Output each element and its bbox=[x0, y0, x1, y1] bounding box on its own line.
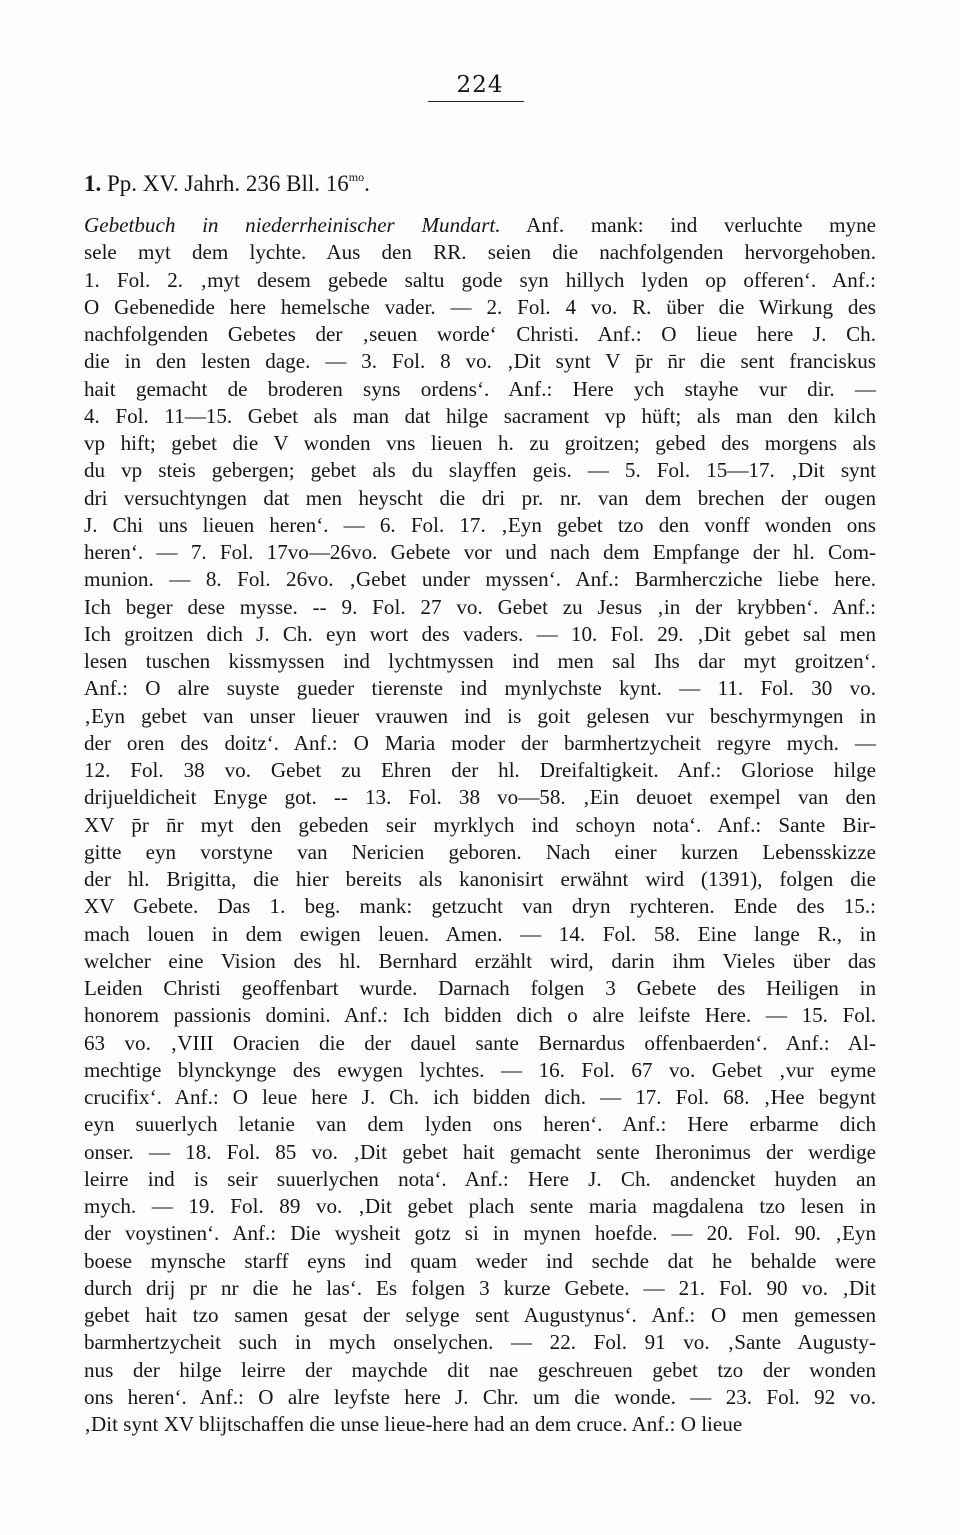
body-line: hait gemacht de broderen syns ordens‘. Anf.: Here ych stayhe vur dir. — bbox=[84, 376, 876, 401]
body-line: O Gebenedide here hemelsche vader. — 2. Fol. 4 vo. R. über die Wirkung des bbox=[84, 294, 876, 319]
body-line: der hl. Brigitta, die hier bereits als kanonisirt erwähnt wird (1391), folgen die bbox=[84, 867, 876, 891]
page-number-rule bbox=[428, 101, 524, 102]
body-line: leirre ind is seir suuerlychen nota‘. Anf.: Here J. Ch. andencket huyden an bbox=[84, 1166, 876, 1191]
body-line: durch drij pr nr die he las‘. Es folgen 3 kurze Gebete. — 21. Fol. 90 vo. ‚Dit bbox=[84, 1275, 876, 1300]
body-line: ons heren‘. Anf.: O alre leyfste here J. Chr. um die wonde. — 23. Fol. 92 vo. bbox=[84, 1384, 876, 1409]
page-number: 224 bbox=[456, 72, 504, 98]
body-line bbox=[84, 212, 876, 239]
body-line: 4. Fol. 11—15. Gebet als man dat hilge sacrament vp hüft; als man den kilch bbox=[84, 403, 876, 428]
body-line: J. Chi uns lieuen heren‘. — 6. Fol. 17. ‚Eyn gebet tzo den vonff wonden ons bbox=[84, 512, 876, 537]
body-line: drijueldicheit Enyge got. -- 13. Fol. 38 vo—58. ‚Ein deuoet exempel van den bbox=[84, 785, 876, 810]
body-line: nachfolgenden Gebetes der ‚seuen worde‘ Christi. Anf.: O lieue here J. Ch. bbox=[84, 322, 876, 346]
first-line-rest: Anf. mank: ind verluchte myne bbox=[500, 213, 877, 237]
body-line: Leiden Christi geoffenbart wurde. Darnach folgen 3 Gebete des Heiligen in bbox=[84, 976, 876, 1000]
body-line: barmhertzycheit such in mych onselychen. — 22. Fol. 91 vo. ‚Sante Augusty- bbox=[84, 1330, 876, 1355]
body-line: XV Gebete. Das 1. beg. mank: getzucht van dryn rychteren. Ende des 15.: bbox=[84, 894, 876, 919]
body-line: du vp steis gebergen; gebet als du slayffen geis. — 5. Fol. 15—17. ‚Dit synt bbox=[84, 458, 876, 483]
entry-heading bbox=[84, 170, 370, 197]
entry-number: 1. bbox=[84, 171, 102, 196]
body-line: vp hift; gebet die V wonden vns lieuen h. zu groitzen; gebed des morgens als bbox=[84, 431, 876, 455]
manuscript-title: Gebetbuch in niederrheinischer Mundart. bbox=[84, 213, 501, 237]
body-line: XV p̄r n̄r myt den gebeden seir myrklych ind schoyn nota‘. Anf.: Sante Bir- bbox=[84, 812, 876, 837]
body-line: dri versuchtyngen dat men heyscht die dri pr. nr. van dem brechen der ougen bbox=[84, 485, 876, 510]
body-line: mych. — 19. Fol. 89 vo. ‚Dit gebet plach sente maria magdalena tzo lesen in bbox=[84, 1194, 876, 1218]
body-line: Ich beger dese mysse. -- 9. Fol. 27 vo. Gebet zu Jesus ‚in der krybben‘. Anf.: bbox=[84, 594, 876, 619]
body-line: honorem passionis domini. Anf.: Ich bidden dich o alre leifste Here. — 15. Fol. bbox=[84, 1003, 876, 1028]
body-line: gebet hait tzo samen gesat der selyge sent Augustynus‘. Anf.: O men gemessen bbox=[84, 1303, 876, 1327]
body-line: Anf.: O alre suyste gueder tierenste ind mynlychste kynt. — 11. Fol. 30 vo. bbox=[84, 676, 876, 701]
body-line: heren‘. — 7. Fol. 17vo—26vo. Gebete vor und nach dem Empfange der hl. Com- bbox=[84, 540, 876, 564]
body-line: boese mynsche starff eyns ind quam weder ind sechde dat he behalde were bbox=[84, 1248, 876, 1273]
body-line: sele myt dem lychte. Aus den RR. seien die nachfolgenden hervorgehoben. bbox=[84, 240, 876, 265]
body-line: 1. Fol. 2. ‚myt desem gebede saltu gode syn hillych lyden op offeren‘. Anf.: bbox=[84, 267, 876, 292]
body-text bbox=[84, 212, 876, 1438]
body-line: nus der hilge leirre der maychde dit nae geschreuen gebet tzo der wonden bbox=[84, 1357, 876, 1382]
entry-heading-text: Pp. XV. Jahrh. 236 Bll. 16 bbox=[107, 171, 349, 196]
body-line: ‚Dit synt XV blijtschaffen die unse lieue-here had an dem cruce. Anf.: O lieue bbox=[84, 1412, 743, 1436]
body-line: onser. — 18. Fol. 85 vo. ‚Dit gebet hait gemacht sente Iheronimus der werdige bbox=[84, 1139, 876, 1164]
body-line: munion. — 8. Fol. 26vo. ‚Gebet under myssen‘. Anf.: Barmhercziche liebe here. bbox=[84, 567, 876, 592]
body-line: 12. Fol. 38 vo. Gebet zu Ehren der hl. Dreifaltigkeit. Anf.: Gloriose hilge bbox=[84, 758, 876, 782]
body-line: mechtige blynckynge des ewygen lychtes. — 16. Fol. 67 vo. Gebet ‚vur eyme bbox=[84, 1057, 876, 1082]
body-line: lesen tuschen kissmyssen ind lychtmyssen ind men sal Ihs dar myt groitzen‘. bbox=[84, 649, 876, 673]
entry-heading-trailing: . bbox=[364, 171, 370, 196]
body-line: Ich groitzen dich J. Ch. eyn wort des vaders. — 10. Fol. 29. ‚Dit gebet sal men bbox=[84, 621, 876, 646]
body-line: die in den lesten dage. — 3. Fol. 8 vo. ‚Dit synt V p̄r n̄r die sent franciskus bbox=[84, 349, 876, 374]
body-line: der voystinen‘. Anf.: Die wysheit gotz si in mynen hoefde. — 20. Fol. 90. ‚Eyn bbox=[84, 1221, 876, 1246]
body-line: crucifix‘. Anf.: O leue here J. Ch. ich bidden dich. — 17. Fol. 68. ‚Hee begynt bbox=[84, 1085, 876, 1109]
body-line: der oren des doitz‘. Anf.: O Maria moder der barmhertzycheit regyre mych. — bbox=[84, 730, 876, 755]
body-line: eyn suuerlych letanie van dem lyden ons heren‘. Anf.: Here erbarme dich bbox=[84, 1112, 876, 1137]
body-line: ‚Eyn gebet van unser lieuer vrauwen ind is goit gelesen vur beschyrmyngen in bbox=[84, 703, 876, 728]
entry-heading-superscript: mo bbox=[348, 170, 365, 184]
body-line: 63 vo. ‚VIII Oracien die der dauel sante Bernardus offenbaerden‘. Anf.: Al- bbox=[84, 1030, 876, 1055]
body-line: gitte eyn vorstyne van Nericien geboren. Nach einer kurzen Lebensskizze bbox=[84, 839, 876, 864]
body-line: mach louen in dem ewigen leuen. Amen. — 14. Fol. 58. Eine lange R., in bbox=[84, 921, 876, 946]
body-line: welcher eine Vision des hl. Bernhard erzählt wird, darin ihm Vieles über das bbox=[84, 948, 876, 973]
